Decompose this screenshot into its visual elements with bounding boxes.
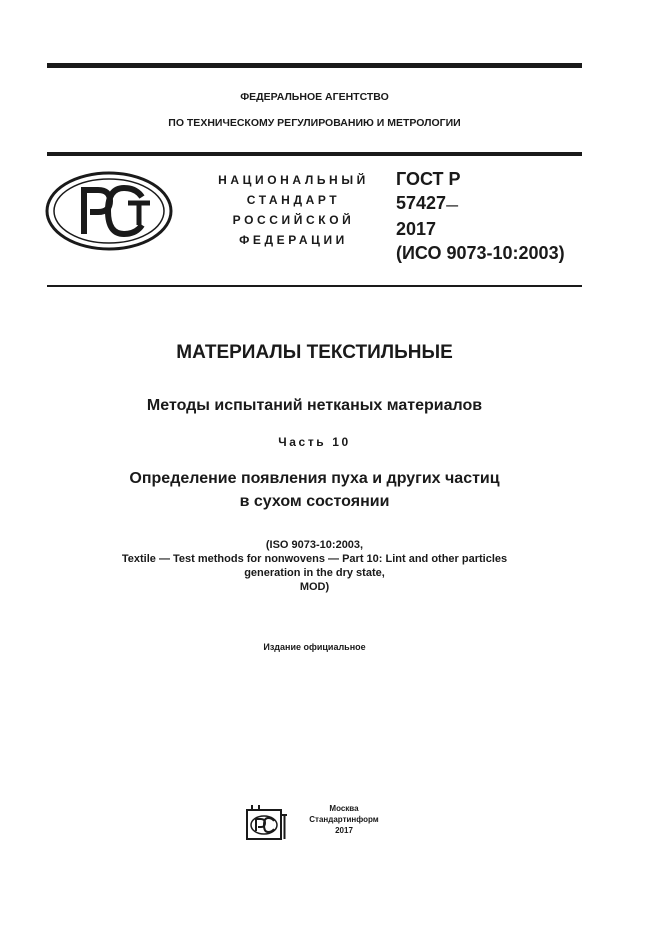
main-title: МАТЕРИАЛЫ ТЕКСТИЛЬНЫЕ xyxy=(176,342,453,363)
publisher-block xyxy=(246,803,396,843)
part-label: Часть 10 xyxy=(278,435,351,449)
national-standard-line-1: НАЦИОНАЛЬНЫЙ xyxy=(218,173,369,187)
designation-number: 57427 xyxy=(396,193,447,213)
part-title xyxy=(47,467,582,513)
publisher-text xyxy=(294,803,394,836)
iso-reference-line-4: MOD) xyxy=(299,581,330,593)
national-standard-line-4: ФЕДЕРАЦИИ xyxy=(239,233,348,247)
agency-line-1: ФЕДЕРАЛЬНОЕ АГЕНТСТВО xyxy=(240,91,389,103)
agency-line-2: ПО ТЕХНИЧЕСКОМУ РЕГУЛИРОВАНИЮ И МЕТРОЛОГИИ xyxy=(168,117,461,129)
iso-reference-line-2: Textile — Test methods for nonwovens — Part 10: Lint and other particles xyxy=(121,553,508,565)
part-title-line-1: Определение появления пуха и других частиц xyxy=(129,470,500,487)
publisher-year: 2017 xyxy=(335,826,353,835)
designation-dash: — xyxy=(446,198,459,212)
iso-reference xyxy=(47,538,582,594)
rst-logo xyxy=(44,170,174,252)
national-standard-label xyxy=(196,170,391,250)
designation-year: 2017 xyxy=(396,219,437,239)
standard-designation xyxy=(396,167,565,265)
edition-label: Издание официальное xyxy=(263,642,366,652)
subtitle: Методы испытаний нетканых материалов xyxy=(146,397,483,414)
designation-line-1: ГОСТ Р xyxy=(396,169,461,189)
iso-reference-line-1: (ISO 9073-10:2003, xyxy=(265,539,364,551)
national-standard-line-2: СТАНДАРТ xyxy=(246,193,341,207)
designation-iso: (ИСО 9073-10:2003) xyxy=(396,243,565,263)
header-top-rule xyxy=(47,152,582,156)
publisher-city: Москва xyxy=(329,804,359,813)
top-rule xyxy=(47,63,582,68)
national-standard-line-3: РОССИЙСКОЙ xyxy=(232,213,355,227)
publisher-name: Стандартинформ xyxy=(309,815,379,824)
header-bottom-rule xyxy=(47,285,582,287)
iso-reference-line-3: generation in the dry state, xyxy=(244,567,385,579)
rst-gost-mark-icon xyxy=(44,170,174,252)
part-title-line-2: в сухом состоянии xyxy=(239,493,390,510)
standartinform-logo-icon xyxy=(246,805,288,841)
